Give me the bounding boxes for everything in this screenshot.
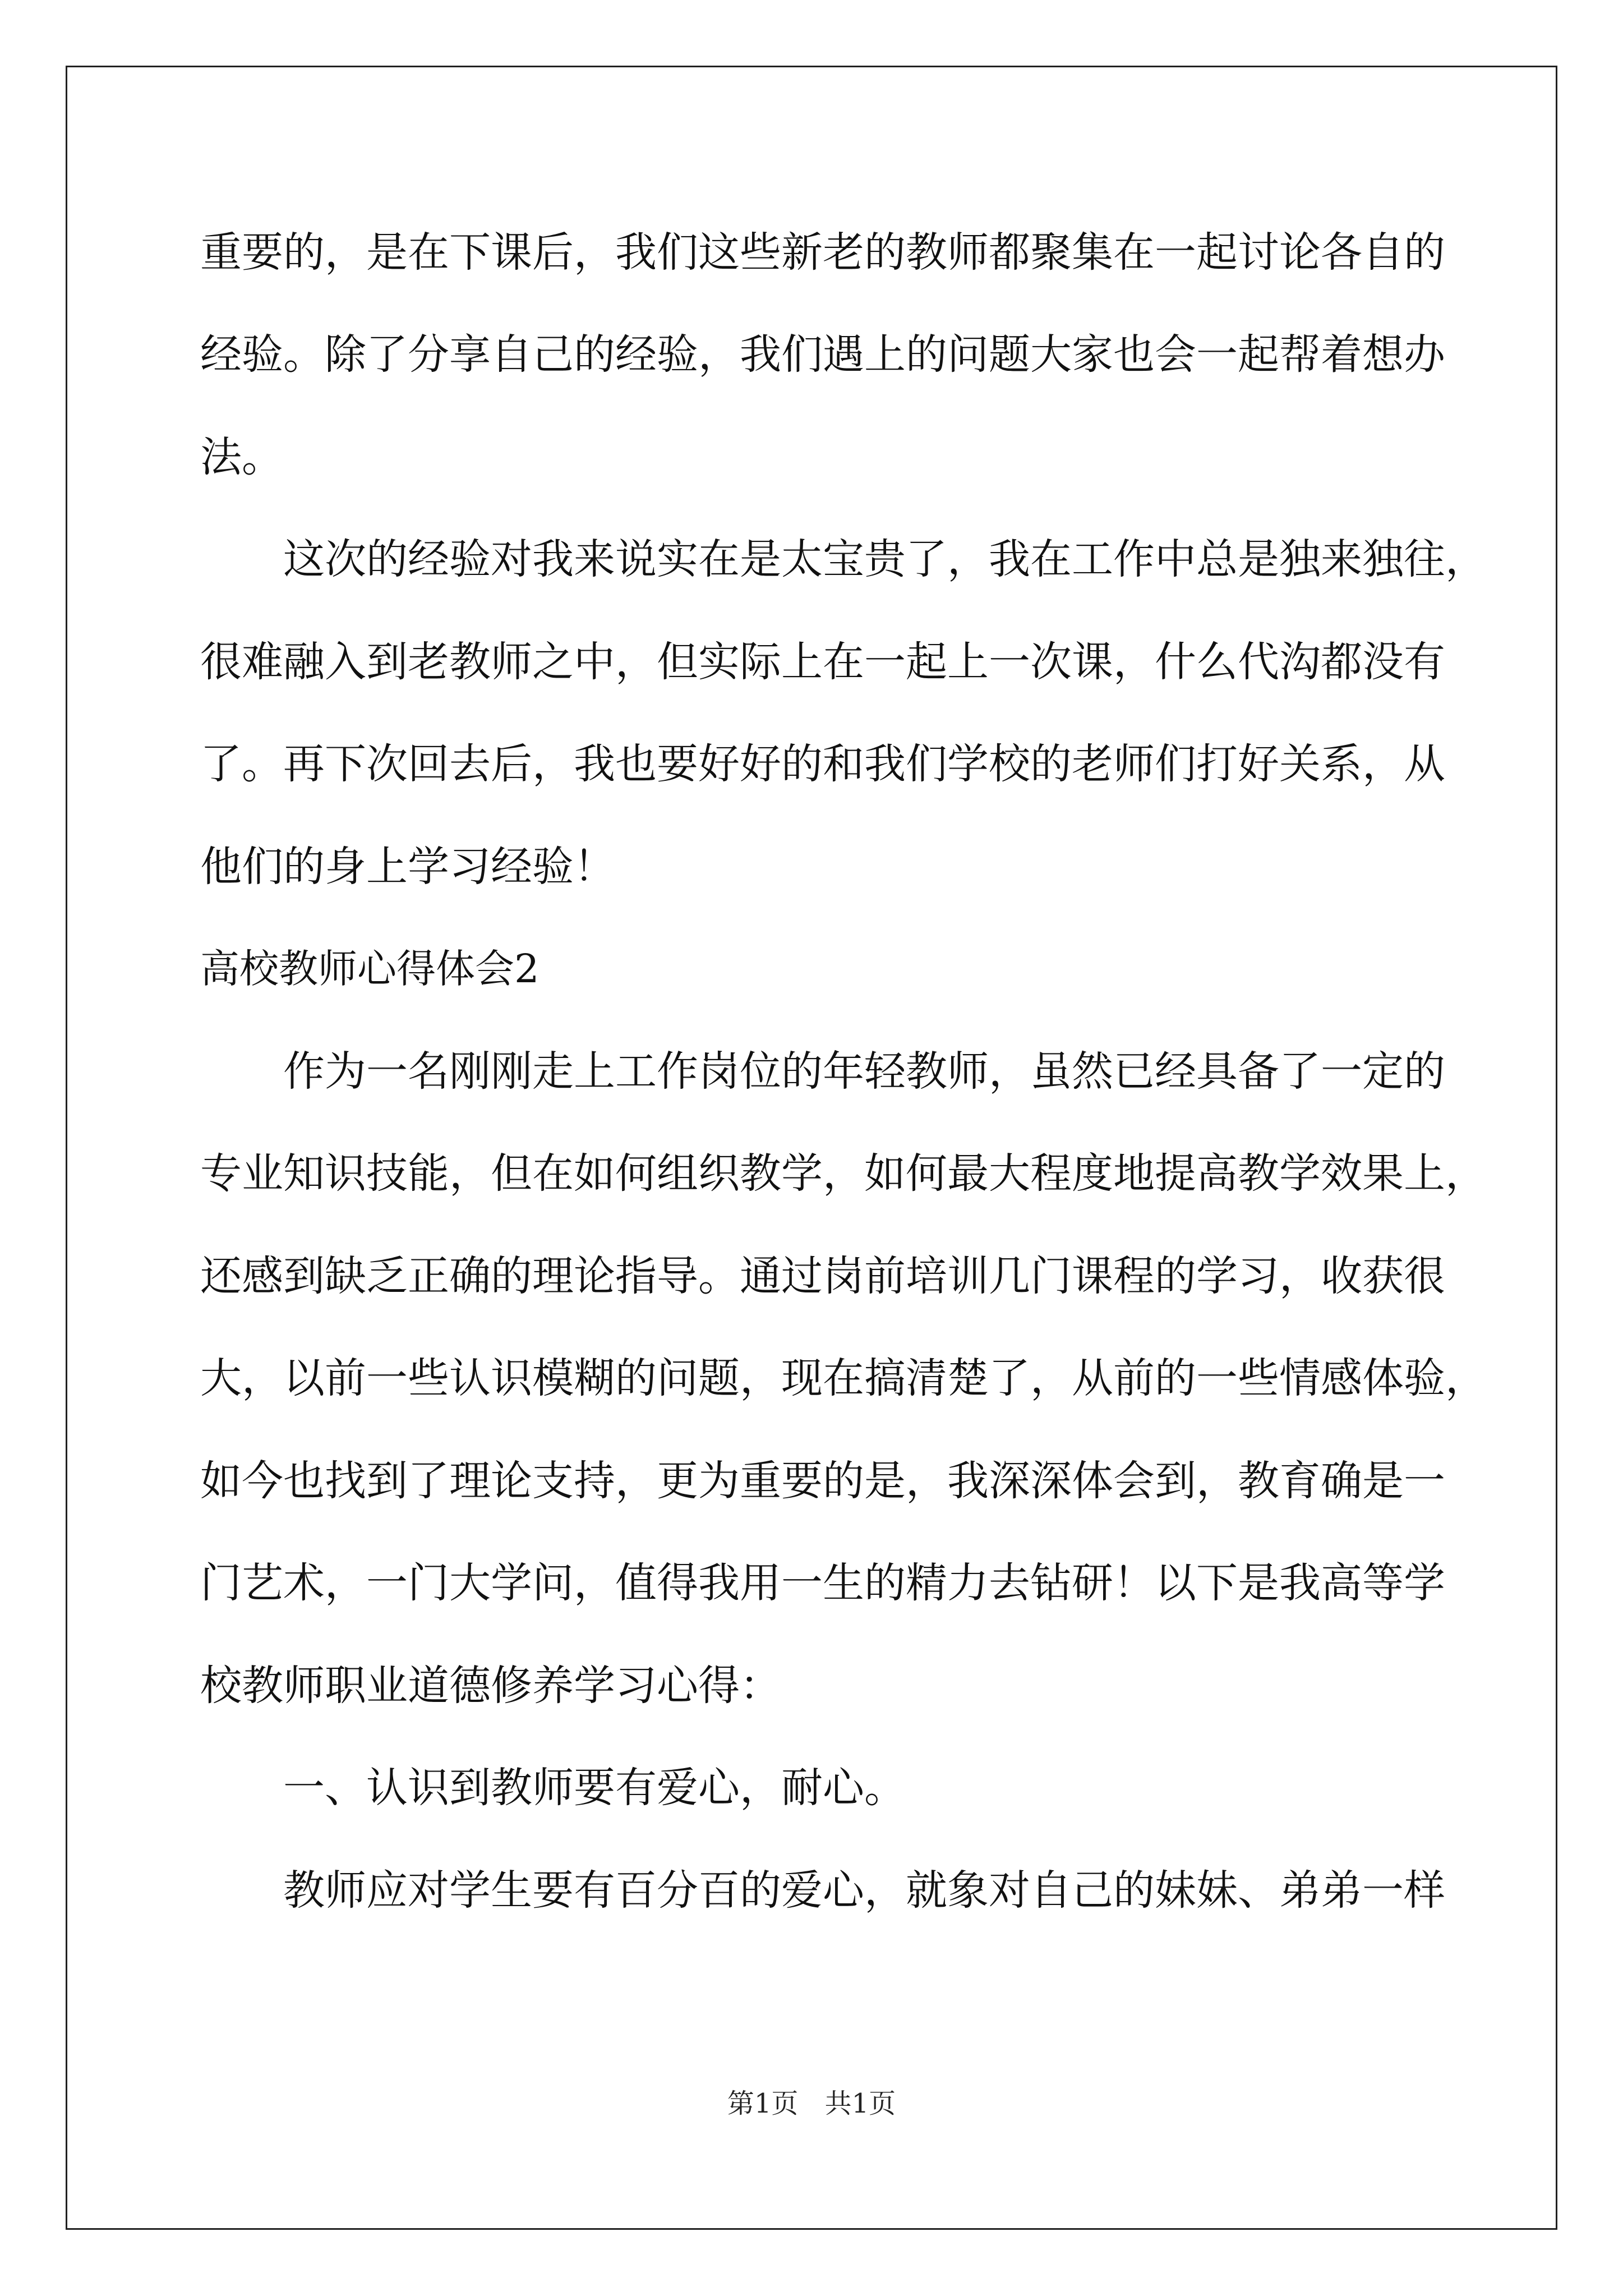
- paragraph-line: 门艺术，一门大学问，值得我用一生的精力去钻研！以下是我高等学: [200, 1559, 1445, 1607]
- paragraph-line: 重要的，是在下课后，我们这些新老的教师都聚集在一起讨论各自的: [200, 228, 1445, 277]
- paragraph-line: 校教师职业道德修养学习心得：: [200, 1662, 781, 1710]
- paragraph-line: 了。再下次回去后，我也要好好的和我们学校的老师们打好关系，从: [200, 740, 1445, 788]
- page-number-total: 共1页: [824, 2088, 896, 2119]
- paragraph-line: 法。: [200, 433, 283, 481]
- paragraph-line: 他们的身上学习经验！: [200, 843, 615, 891]
- page-footer: [0, 2087, 1623, 2120]
- paragraph-line: 还感到缺乏正确的理论指导。通过岗前培训几门课程的学习，收获很: [200, 1252, 1445, 1300]
- paragraph-line: 如今也找到了理论支持，更为重要的是，我深深体会到，教育确是一: [200, 1457, 1445, 1505]
- paragraph-line: 这次的经验对我来说实在是太宝贵了，我在工作中总是独来独往，: [283, 535, 1487, 583]
- paragraph-line: 大，以前一些认识模糊的问题，现在搞清楚了，从前的一些情感体验，: [200, 1354, 1487, 1402]
- section-heading: 高校教师心得体会2: [200, 946, 540, 992]
- paragraph-line: 很难融入到老教师之中，但实际上在一起上一次课，什么代沟都没有: [200, 638, 1445, 686]
- paragraph-line: 教师应对学生要有百分百的爱心，就象对自己的妹妹、弟弟一样: [283, 1866, 1445, 1915]
- paragraph-line: 专业知识技能，但在如何组织教学，如何最大程度地提高教学效果上，: [200, 1149, 1487, 1198]
- paragraph-line: 经验。除了分享自己的经验，我们遇上的问题大家也会一起帮着想办: [200, 330, 1445, 379]
- list-item-heading: 一、认识到教师要有爱心，耐心。: [283, 1764, 906, 1812]
- page-number-current: 第1页: [727, 2088, 799, 2119]
- paragraph-line: 作为一名刚刚走上工作岗位的年轻教师，虽然已经具备了一定的: [283, 1047, 1445, 1096]
